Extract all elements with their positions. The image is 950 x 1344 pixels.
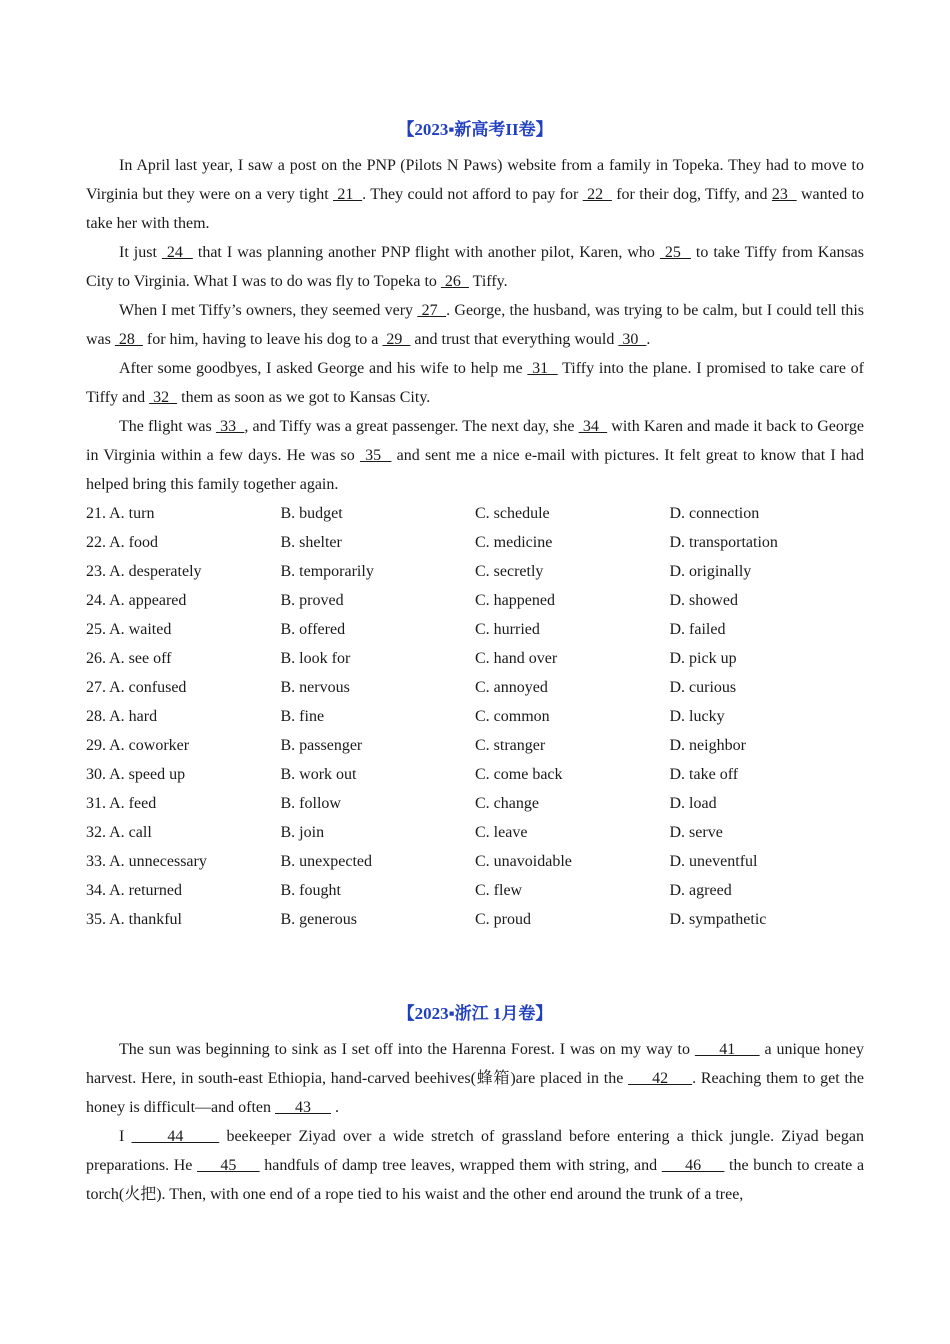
option-choice: B. shelter — [280, 534, 342, 551]
option-choice: B. follow — [280, 795, 341, 812]
option-choice: B. passenger — [280, 737, 363, 754]
option-choice: C. hand over — [475, 650, 558, 667]
paragraph — [86, 354, 864, 412]
option-row — [86, 760, 864, 789]
text-run: When I met Tiffy’s owners, they seemed very — [119, 302, 418, 319]
passage — [86, 1035, 864, 1209]
section-heading: 【2023▪新高考II卷】 — [397, 120, 553, 139]
option-choice: C. stranger — [475, 737, 546, 754]
blank-number: 33 — [215, 418, 245, 435]
option-choice: D. take off — [669, 766, 739, 783]
text-run: and sent me a nice e-mail with pictures. It felt great to know that I had helped bring this family together again. — [86, 447, 865, 493]
option-choice: 30. A. speed up — [86, 766, 186, 783]
option-choice: B. temporarily — [280, 563, 374, 580]
paragraph — [86, 296, 864, 354]
text-run: After some goodbyes, I asked George and his wife to help me — [119, 360, 528, 377]
blank-number: 21 — [333, 186, 363, 203]
text-run: with Karen and made it back to George in Virginia within a few days. He was so — [86, 418, 865, 464]
text-run: . — [331, 1099, 339, 1116]
option-choice: 31. A. feed — [86, 795, 157, 812]
option-choice: D. serve — [669, 824, 723, 841]
text-run: the bunch to create a torch(火把). Then, with one end of a rope tied to his waist and the other end around the trunk of a tree, — [86, 1157, 865, 1203]
blank-number: 34 — [578, 418, 608, 435]
blank-number: 26 — [440, 273, 469, 290]
option-choice: 32. A. call — [86, 824, 152, 841]
option-choice: C. medicine — [475, 534, 553, 551]
text-run: I — [119, 1128, 132, 1145]
text-run: Tiffy into the plane. I promised to take care of Tiffy and — [86, 360, 865, 406]
option-choice: 22. A. food — [86, 534, 158, 551]
option-row — [86, 528, 864, 557]
option-choice: B. join — [280, 824, 325, 841]
paragraph — [86, 412, 864, 499]
option-choice: 25. A. waited — [86, 621, 172, 638]
option-choice: C. flew — [475, 882, 523, 899]
option-choice: D. pick up — [669, 650, 737, 667]
blank-number: 43 — [275, 1099, 331, 1116]
text-run: and trust that everything would — [410, 331, 619, 348]
option-choice: 23. A. desperately — [86, 563, 202, 580]
blank-number: 29 — [382, 331, 411, 348]
option-choice: C. come back — [475, 766, 563, 783]
option-choice: C. change — [475, 795, 539, 812]
option-choice: B. fine — [280, 708, 325, 725]
blank-number: 32 — [149, 389, 178, 406]
option-choice: B. work out — [280, 766, 357, 783]
option-choice: C. annoyed — [475, 679, 548, 696]
text-run: to take Tiffy from Kansas City to Virginia. What I was to do was fly to Topeka to — [86, 244, 865, 290]
option-choice: C. hurried — [475, 621, 540, 638]
text-run: wanted to take her with them. — [86, 186, 865, 232]
option-choice: B. nervous — [280, 679, 350, 696]
options-list — [86, 499, 864, 934]
option-row — [86, 644, 864, 673]
blank-number: 27 — [417, 302, 447, 319]
option-choice: D. showed — [669, 592, 738, 609]
cloze-section-2023-zhejiang-jan — [86, 999, 864, 1209]
paragraph — [86, 1122, 864, 1209]
option-row — [86, 847, 864, 876]
option-choice: D. connection — [669, 505, 760, 522]
text-run: them as soon as we got to Kansas City. — [177, 389, 431, 406]
blank-number: 42 — [628, 1070, 693, 1087]
option-choice: 27. A. confused — [86, 679, 187, 696]
option-choice: 26. A. see off — [86, 650, 172, 667]
option-choice: C. secretly — [475, 563, 544, 580]
option-choice: B. offered — [280, 621, 346, 638]
blank-number: 25 — [659, 244, 691, 261]
option-row — [86, 731, 864, 760]
option-choice: 34. A. returned — [86, 882, 182, 899]
option-row — [86, 586, 864, 615]
option-choice: C. leave — [475, 824, 528, 841]
blank-number: 44 — [131, 1128, 220, 1145]
option-row — [86, 702, 864, 731]
section-heading: 【2023▪浙江 1月卷】 — [397, 1004, 553, 1023]
text-run: handfuls of damp tree leaves, wrapped them with string, and — [259, 1157, 662, 1174]
option-choice: B. unexpected — [280, 853, 373, 870]
text-run: for him, having to leave his dog to a — [142, 331, 383, 348]
blank-number: 28 — [114, 331, 143, 348]
option-choice: D. failed — [669, 621, 726, 638]
option-choice: D. transportation — [669, 534, 778, 551]
option-choice: D. originally — [669, 563, 752, 580]
text-run: that I was planning another PNP flight with another pilot, Karen, who — [192, 244, 660, 261]
option-choice: 28. A. hard — [86, 708, 158, 725]
option-choice: 24. A. appeared — [86, 592, 187, 609]
blank-number: 31 — [527, 360, 558, 377]
option-choice: D. load — [669, 795, 717, 812]
option-choice: B. generous — [280, 911, 357, 928]
text-run: for their dog, Tiffy, and — [611, 186, 772, 203]
option-choice: C. unavoidable — [475, 853, 572, 870]
option-row — [86, 905, 864, 934]
paragraph — [86, 1035, 864, 1122]
text-run: a unique honey harvest. Here, in south-east Ethiopia, hand-carved beehives(蜂箱)are placed in the — [86, 1041, 865, 1087]
blank-number: 30 — [618, 331, 647, 348]
option-row — [86, 789, 864, 818]
text-run: . George, the husband, was trying to be calm, but I could tell this was — [86, 302, 864, 348]
text-run: , and Tiffy was a great passenger. The next day, she — [244, 418, 579, 435]
option-choice: C. happened — [475, 592, 555, 609]
option-row — [86, 615, 864, 644]
option-choice: D. sympathetic — [669, 911, 767, 928]
text-run: Tiffy. — [468, 273, 508, 290]
option-choice: B. fought — [280, 882, 341, 899]
option-choice: 35. A. thankful — [86, 911, 182, 928]
blank-number: 45 — [197, 1157, 260, 1174]
blank-number: 41 — [694, 1041, 760, 1058]
text-run: . — [646, 331, 651, 348]
option-choice: B. budget — [280, 505, 343, 522]
option-row — [86, 557, 864, 586]
text-run: . Reaching them to get the honey is difficult—and often — [86, 1070, 865, 1116]
option-choice: B. look for — [280, 650, 351, 667]
option-choice: C. common — [475, 708, 550, 725]
option-choice: C. schedule — [475, 505, 550, 522]
blank-number: 23 — [771, 186, 797, 203]
option-choice: D. neighbor — [669, 737, 746, 754]
option-choice: B. proved — [280, 592, 344, 609]
option-choice: D. agreed — [669, 882, 732, 899]
blank-number: 22 — [582, 186, 612, 203]
option-row — [86, 818, 864, 847]
passage — [86, 151, 864, 499]
blank-number: 35 — [359, 447, 392, 464]
option-row — [86, 673, 864, 702]
paragraph — [86, 151, 864, 238]
option-choice: D. curious — [669, 679, 737, 696]
cloze-section-2023-new-gaokao-ii — [86, 115, 864, 934]
text-run: beekeeper Ziyad over a wide stretch of grassland before entering a thick jungle. Ziyad began preparations. He — [86, 1128, 865, 1174]
option-choice: 21. A. turn — [86, 505, 155, 522]
text-run: It just — [119, 244, 162, 261]
option-choice: D. uneventful — [669, 853, 758, 870]
text-run: The flight was — [119, 418, 216, 435]
option-row — [86, 876, 864, 905]
option-choice: D. lucky — [669, 708, 725, 725]
option-choice: 33. A. unnecessary — [86, 853, 207, 870]
blank-number: 24 — [161, 244, 193, 261]
text-run: . They could not afford to pay for — [362, 186, 583, 203]
paragraph — [86, 238, 864, 296]
blank-number: 46 — [661, 1157, 725, 1174]
option-choice: 29. A. coworker — [86, 737, 190, 754]
option-row — [86, 499, 864, 528]
option-choice: C. proud — [475, 911, 531, 928]
text-run: The sun was beginning to sink as I set off into the Harenna Forest. I was on my way to — [119, 1041, 695, 1058]
text-run: In April last year, I saw a post on the PNP (Pilots N Paws) website from a family in Topeka. They had to move to Virginia but they were on a very tight — [86, 157, 864, 203]
